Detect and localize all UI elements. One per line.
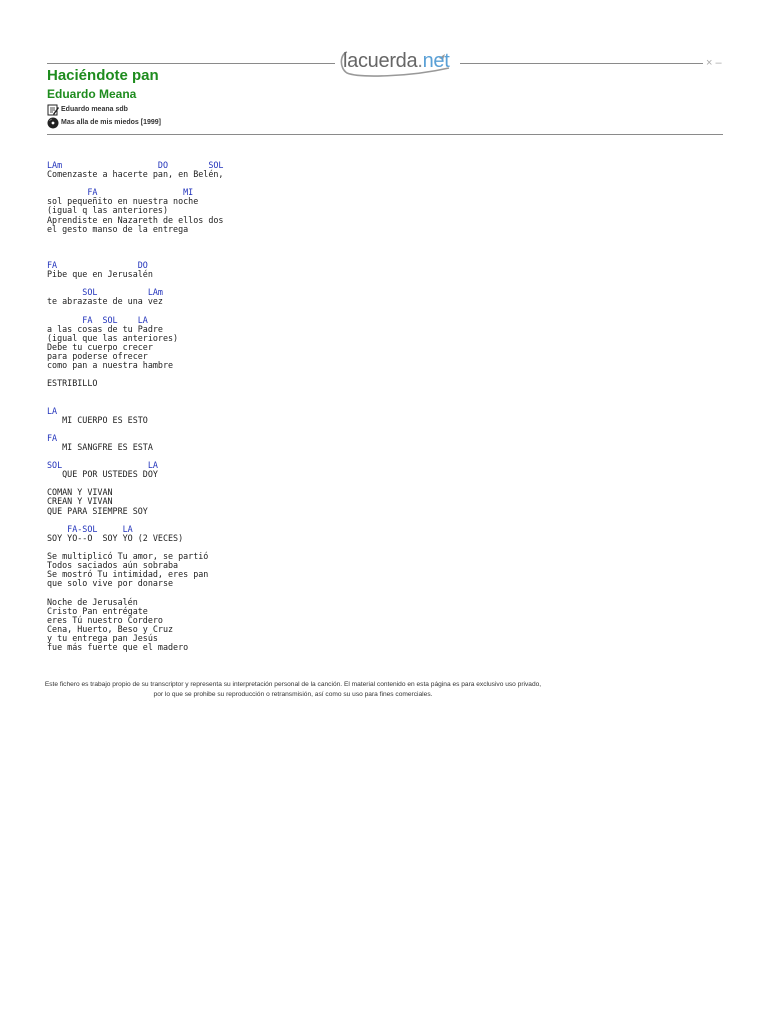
chord-line[interactable]: SOL LA	[47, 460, 158, 471]
chord-line[interactable]: LAm DO SOL	[47, 160, 224, 170]
lyric-line: a las cosas de tu Padre	[47, 323, 163, 334]
page-header	[0, 0, 768, 140]
logo-dot: .	[417, 50, 423, 72]
lyric-line: Cristo Pan entrégate	[47, 605, 148, 616]
lyric-line: (igual q las anteriores)	[47, 205, 169, 216]
lyric-line: el gesto manso de la entrega	[47, 223, 189, 234]
header-rule-right	[460, 63, 703, 64]
lyric-line: Se mostró Tu intimidad, eres pan	[47, 569, 209, 580]
lyric-line: QUE POR USTEDES DOY	[47, 469, 158, 480]
lyric-line: Cena, Huerto, Beso y Cruz	[47, 623, 174, 634]
lyric-line: QUE PARA SIEMPRE SOY	[47, 505, 148, 516]
header-rule-left	[47, 63, 335, 64]
edit-note-icon	[47, 104, 59, 116]
artist-link[interactable]: Eduardo Meana	[47, 87, 137, 101]
lyric-line: que solo vive por donarse	[47, 578, 174, 589]
lyric-line: como pan a nuestra hambre	[47, 360, 174, 371]
copyright-disclaimer: Este fichero es trabajo propio de su transcriptor y representa su interpretación personal de la canción. El material contenido en esta página es para exclusivo uso privado, por lo que se prohibe su reproducción o retransmisión, así como su uso para fines comerciales.	[44, 681, 542, 698]
chord-line[interactable]: FA-SOL LA	[47, 523, 133, 534]
lyric-line: Se multiplicó Tu amor, se partió	[47, 551, 209, 562]
lyric-line: fue más fuerte que el madero	[47, 641, 189, 652]
logo-wordmark	[343, 50, 450, 73]
lyric-line: COMAN Y VIVAN	[47, 487, 113, 498]
lyric-line: te abrazaste de una vez	[47, 296, 163, 307]
chord-line[interactable]: FA	[47, 432, 58, 443]
lyric-line: sol pequeñito en nuestra noche	[47, 196, 199, 207]
lyric-line: ESTRIBILLO	[47, 378, 98, 389]
lyric-line: para poderse ofrecer	[47, 350, 148, 361]
song-lyrics-chords	[47, 161, 223, 652]
lyric-line: Aprendiste en Nazareth de ellos dos	[47, 214, 224, 225]
logo-tld: net	[422, 50, 450, 72]
chord-line[interactable]: FA DO	[47, 260, 148, 271]
chord-line[interactable]: SOL LAm	[47, 287, 163, 298]
lyric-line: Todos saciados aún sobraba	[47, 560, 179, 571]
lyric-line: Pibe que en Jerusalén	[47, 269, 153, 280]
lyric-line: CREAN Y VIVAN	[47, 496, 113, 507]
transcriber-name[interactable]: Eduardo meana sdb	[61, 106, 128, 113]
lacuerda-logo[interactable]	[343, 48, 455, 78]
disc-icon	[47, 117, 59, 129]
logo-name: lacuerda	[343, 50, 418, 72]
lyric-line: y tu entrega pan Jesús	[47, 632, 158, 643]
song-title: Haciéndote pan	[47, 67, 159, 84]
chord-line[interactable]: FA SOL LA	[47, 314, 148, 325]
album-title[interactable]: Mas alla de mis miedos [1999]	[61, 119, 161, 126]
lyric-line: (igual que las anteriores)	[47, 332, 179, 343]
lyric-line: MI SANGFRE ES ESTA	[47, 441, 153, 452]
header-bottom-rule	[47, 134, 723, 135]
lyric-line: Comenzaste a hacerte pan, en Belén,	[47, 169, 224, 180]
chord-line[interactable]: FA MI	[47, 187, 194, 198]
lyric-line: Noche de Jerusalén	[47, 596, 138, 607]
chord-line[interactable]: LA	[47, 405, 58, 416]
lyric-line: eres Tú nuestro Cordero	[47, 614, 163, 625]
lyric-line: MI CUERPO ES ESTO	[47, 414, 148, 425]
lyric-line: SOY YO--O SOY YO (2 VECES)	[47, 532, 184, 543]
close-icon[interactable]: × –	[706, 57, 722, 69]
lyric-line: Debe tu cuerpo crecer	[47, 341, 153, 352]
